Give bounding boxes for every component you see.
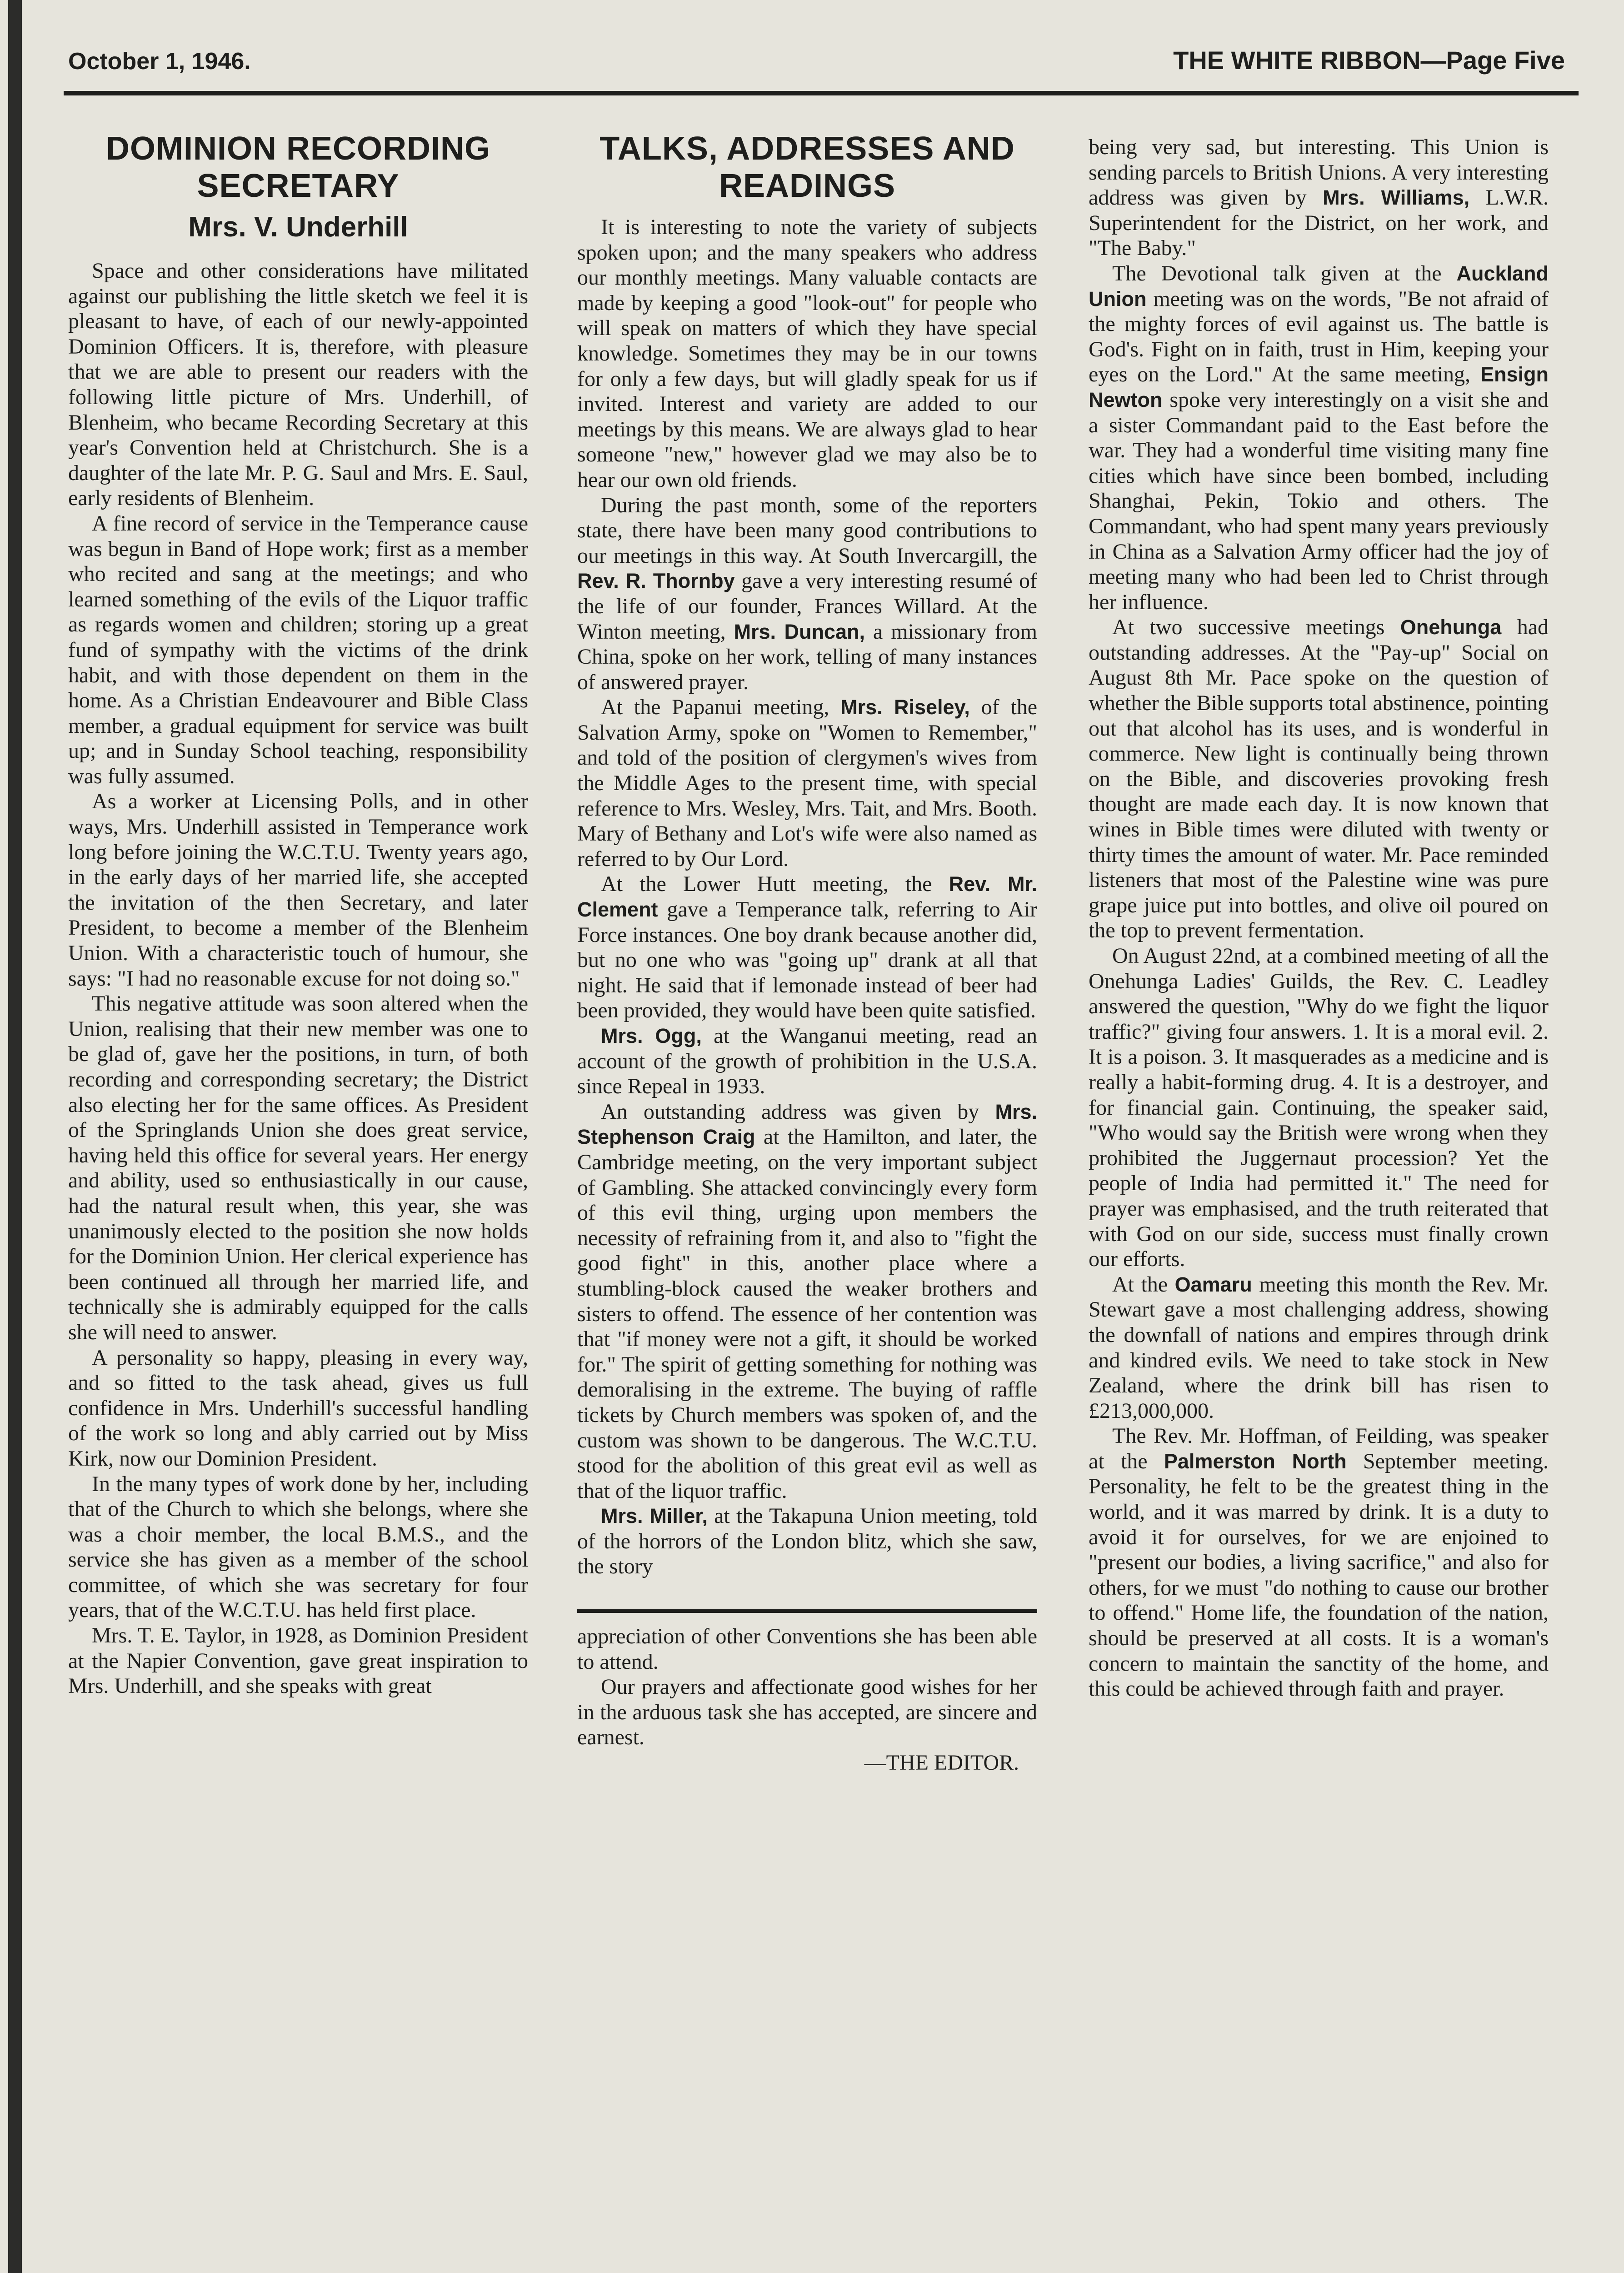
paragraph <box>577 695 1037 871</box>
editor-signature: —THE EDITOR. <box>864 1751 1019 1775</box>
paragraph <box>577 1099 1037 1504</box>
text-run: gave a Temperance talk, referring to Air Force instances. One boy drank because another did, but no one who was "going up" drank at all that night. He said that if lemonade instead of beer had been provided, they would have been quite satisfied. <box>577 897 1038 1023</box>
paragraph <box>577 1023 1037 1099</box>
text-run: At the Lower Hutt meeting, the <box>601 872 932 896</box>
title-line-1: TALKS, ADDRESSES AND <box>600 130 1015 167</box>
union-name: Onehunga <box>1400 616 1502 639</box>
paragraph: Mrs. T. E. Taylor, in 1928, as Dominion President at the Napier Convention, gave great inspiration to Mrs. Underhill, and she speaks with great <box>68 1623 528 1698</box>
paragraph <box>1089 1423 1549 1702</box>
paragraph: A fine record of service in the Temperance cause was begun in Band of Hope work; first as a member who recited and sang at the meetings; and who learned something of the evils of the Liquor traffic as regards women and children; storing up a great fund of sympathy with the victims of the drink habit, and with those dependent on them in the home. As a Christian Endeavourer and Bible Class member, a gradual equipment for service was built up; and in Sunday School teaching, responsibility was fully assumed. <box>68 511 528 788</box>
text-run: at the Hamilton, and later, the Cambridge meeting, on the very important subject of Gambling. She attacked convincingly every form of this evil thing, urging upon members the necessity of refraining from it, and also to "fight the good fight" in this, another place where a stumbling-block caused the weaker brothers and sisters to offend. The essence of her contention was that "if money were not a gift, it should be worked for." The spirit of getting something for nothing was demoralising in the extreme. The buying of raffle tickets by Church members was spoken of, and the custom was shown to be dangerous. The W.C.T.U. stood for the abolition of this great evil as well as that of the liquor traffic. <box>577 1125 1037 1503</box>
paragraph <box>577 1503 1037 1579</box>
scan-edge <box>8 0 22 2273</box>
text-run: During the past month, some of the reporters state, there have been many good contributions to our meetings in this way. At South Invercargill, the <box>577 493 1037 568</box>
paragraph <box>1089 135 1549 261</box>
paragraph: In the many types of work done by her, including that of the Church to which she belongs, where she was a choir member, the local B.M.S., and the service she has given as a member of the school committee, of which she was secretary for four years, that of the W.C.T.U. has held first place. <box>68 1472 528 1622</box>
text-run: at the Wanganui meeting, read an account of the growth of prohibition in the U.S.A. since Repeal in 1933. <box>577 1024 1038 1099</box>
speaker-name: Ensign Newton <box>1089 363 1549 411</box>
paragraph: On August 22nd, at a combined meeting of all the Onehunga Ladies' Guilds, the Rev. C. Leadley answered the question, "Why do we fight the liquor traffic?" giving four answers. 1. It is a moral evil. 2. It is a poison. 3. It masquerades as a medicine and is really a habit-forming drug. 4. It is a destroyer, and for financial gain. Continuing, the speaker said, "Who would say the British were wrong when they prohibited the Juggernaut procession? Yet the people of India had permitted it." The need for prayer was emphasised, and the truth reiterated that with God on our side, success must finally crown our efforts. <box>1089 944 1549 1272</box>
article-title-talks <box>577 130 1037 205</box>
title-line-1: DOMINION RECORDING <box>106 130 490 167</box>
column-3 <box>1089 135 1549 1702</box>
paragraph: A personality so happy, pleasing in every way, and so fitted to the task ahead, gives us full confidence in Mrs. Underhill's successful handling of the work so long and ably carried out by Miss Kirk, now our Dominion President. <box>68 1345 528 1471</box>
text-run: gave a very interesting resumé of the life of our founder, Frances Willard. At the Winton meeting, <box>577 569 1037 644</box>
speaker-name: Mrs. Ogg, <box>601 1024 702 1047</box>
text-run: L.W.R. Superintendent for the District, on her work, and "The Baby." <box>1089 185 1549 260</box>
union-name: Palmerston North <box>1164 1449 1347 1473</box>
speaker-name: Mrs. Duncan, <box>734 620 865 643</box>
issue-date: October 1, 1946. <box>68 48 251 75</box>
text-run: At the <box>1112 1272 1168 1297</box>
paragraph: It is interesting to note the variety of subjects spoken upon; and the many speakers who address our monthly meetings. Many valuable contacts are made by keeping a good "look-out" for people who will speak on matters of which they have special knowledge. Sometimes they may be in our towns for only a few days, but will gladly speak for us if invited. Interest and variety are added to our meetings by this means. We are always glad to hear someone "new," however glad we may also be to hear our own old friends. <box>577 215 1037 492</box>
text-run: At the Papanui meeting, <box>601 695 829 720</box>
header-rule <box>64 91 1579 95</box>
text-run: meeting was on the words, "Be not afraid of the mighty forces of evil against us. The battle is God's. Fight on in faith, trust in Him, keeping your eyes on the Lord." At the same meeting, <box>1089 286 1549 387</box>
text-run: at the Takapuna Union meeting, told of the horrors of the London blitz, which she saw, the story <box>577 1504 1037 1579</box>
paragraph <box>577 493 1037 695</box>
paragraph <box>1089 1272 1549 1424</box>
column-1 <box>68 119 528 1699</box>
text-run: An outstanding address was given by <box>601 1099 979 1124</box>
speaker-name: Mrs. Riseley, <box>840 696 970 719</box>
title-line-2: READINGS <box>719 168 896 204</box>
paragraph: Space and other considerations have militated against our publishing the little sketch we feel it is pleasant to have, of each of our newly-appointed Dominion Officers. It is, therefore, with pleasure that we are able to present our readers with the following little picture of Mrs. Underhill, of Blenheim, who became Recording Secretary at this year's Convention held at Christchurch. She is a daughter of the late Mr. P. G. Saul and Mrs. E. Saul, early residents of Blenheim. <box>68 259 528 511</box>
text-run: of the Salvation Army, spoke on "Women to Remember," and told of the position of clergymen's wives from the Middle Ages to the present time, with special reference to Mrs. Wesley, Mrs. Tait, and Mrs. Booth. Mary of Bethany and Lot's wife were also named as referred to by Our Lord. <box>577 695 1038 871</box>
speaker-name: Mrs. Miller, <box>601 1504 708 1528</box>
union-name: Oamaru <box>1174 1272 1252 1296</box>
paragraph: Our prayers and affectionate good wishes for her in the arduous task she has accepted, are sincere and earnest. <box>577 1675 1037 1750</box>
text-run: being very sad, but interesting. This Union is sending parcels to British Unions. A very interesting address was given by <box>1089 135 1549 210</box>
paragraph: This negative attitude was soon altered when the Union, realising that their new member was one to be glad of, gave her the positions, in turn, of both recording and corresponding secretary; the District also electing her for the same offices. As President of the Springlands Union she does great service, having held this office for several years. Her energy and ability, used so enthusiastically in our cause, had the natural result when, this year, she was unanimously elected to the position she now holds for the Dominion Union. Her clerical experience has been continued all through her married life, and technically she is admirably equipped for the calls she will need to answer. <box>68 991 528 1344</box>
union-name: Auckland Union <box>1089 261 1549 310</box>
paragraph <box>1089 261 1549 615</box>
paragraph: As a worker at Licensing Polls, and in other ways, Mrs. Underhill assisted in Temperance work long before joining the W.C.T.U. Twenty years ago, in the early days of her married life, she accepted the invitation of the then Secretary, and later President, to become a member of the Blenheim Union. With a characteristic touch of humour, she says: "I had no reasonable excuse for not doing so." <box>68 789 528 991</box>
text-run: spoke very interestingly on a visit she and a sister Commandant paid to the East before the war. They had a wonderful time visiting many fine cities which have since been bombed, including Shanghai, Pekin, Tokio and others. The Commandant, who had spent many years previously in China as a Salvation Army officer had the joy of meeting many who had been led to Christ through her influence. <box>1089 387 1549 614</box>
paragraph: appreciation of other Conventions she has been able to attend. <box>577 1624 1037 1674</box>
paragraph <box>1089 615 1549 943</box>
section-divider <box>577 1609 1037 1613</box>
speaker-name: Mrs. Williams, <box>1323 186 1470 210</box>
text-run: September meeting. Personality, he felt to be the greatest thing in the world, and it was marred by drink. It is a duty to avoid it for ourselves, for we are enjoined to "present our bodies, a living sacrifice," and also for others, for we must "do nothing to cause our brother to offend." Home life, the foundation of the nation, should be preserved at all costs. It is a woman's concern to maintain the sanctity of the home, and this could be achieved through faith and prayer. <box>1089 1449 1549 1701</box>
text-run: had outstanding addresses. At the "Pay-up" Social on August 8th Mr. Pace spoke on the question of whether the Bible supports total abstinence, pointing out that alcohol has its uses, and is wonderful in commerce. New light is continually being thrown on the Bible, and discoveries provoking fresh thought are made each day. It is now known that wines in Bible times were diluted with twenty or thirty times the amount of water. Mr. Pace reminded listeners that most of the Palestine wine was pure grape juice put into bottles, and olive oil poured on the top to prevent fermentation. <box>1089 615 1549 943</box>
article-title-recording-secretary <box>68 130 528 205</box>
text-run: The Rev. Mr. Hoffman, of Feilding, was speaker at the <box>1089 1424 1549 1473</box>
text-run: a missionary from China, spoke on her work, telling of many instances of answered prayer. <box>577 619 1038 694</box>
text-run: meeting this month the Rev. Mr. Stewart gave a most challenging address, showing the downfall of nations and empires through drink and kindred evils. We need to take stock in New Zealand, where the drink bill has risen to £213,000,000. <box>1089 1272 1549 1423</box>
paragraph <box>577 871 1037 1023</box>
column-2 <box>577 119 1037 1776</box>
speaker-name: Mrs. Stephenson Craig <box>577 1100 1037 1149</box>
text-run: The Devotional talk given at the <box>1112 261 1442 285</box>
publication-header: THE WHITE RIBBON—Page Five <box>1173 46 1565 75</box>
title-line-2: SECRETARY <box>197 168 400 204</box>
text-run: At two successive meetings <box>1112 615 1385 640</box>
speaker-name: Rev. Mr. Clement <box>577 872 1038 921</box>
speaker-name: Rev. R. Thornby <box>577 569 735 593</box>
article-subtitle: Mrs. V. Underhill <box>188 211 408 243</box>
